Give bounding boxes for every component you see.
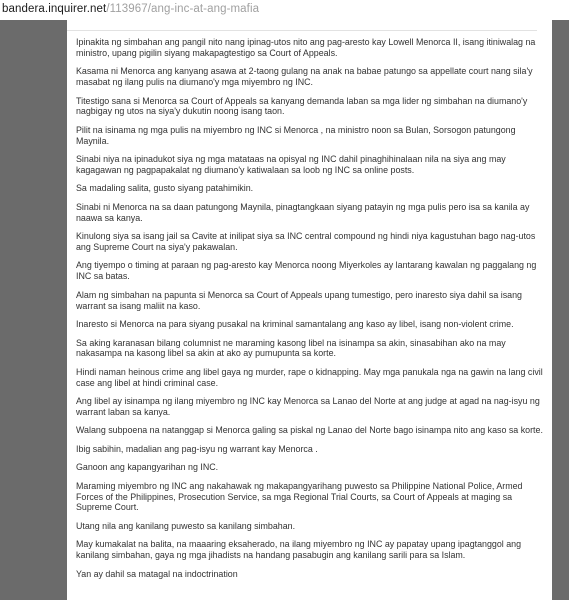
page-background-right <box>552 20 569 600</box>
url-domain: bandera.inquirer.net <box>2 3 107 15</box>
article-paragraph: Titestigo sana si Menorca sa Court of Appeals sa kanyang demanda laban sa mga lider ng simbahan na diumano'y nagbigay ng utos na siya'y dukutin noong isang taon. <box>76 95 528 117</box>
article-paragraph: Maraming miyembro ng INC ang nakahawak ng makapangyarihang puwesto sa Philippine National Police, Armed Forces of the Philippines, Prosecution Service, sa mga Regional Trial Courts, sa Court of Appeals at maging sa Supreme Court. <box>76 480 523 513</box>
article-top-divider <box>67 20 537 31</box>
article-paragraph: Sa madaling salita, gusto siyang patahimikin. <box>76 183 254 194</box>
article-paragraph: Ipinakita ng simbahan ang pangil nito nang ipinag-utos nito ang pag-aresto kay Lowell Menorca II, isang itiniwalag na ministro, upang pigilin siyang makapagtestigo sa Court of Appeals. <box>76 37 536 58</box>
article-paragraph: Hindi naman heinous crime ang libel gaya ng murder, rape o kidnapping. May mga panukala nga na gawin na lang civil case ang libel at hindi criminal case. <box>76 366 543 388</box>
article-paragraph: Utang nila ang kanilang puwesto sa kanilang simbahan. <box>76 520 296 531</box>
url-text[interactable] <box>2 3 259 15</box>
article-body <box>76 37 544 587</box>
address-bar[interactable] <box>0 0 569 20</box>
article-paragraph: Alam ng simbahan na papunta si Menorca sa Court of Appeals upang tumestigo, pero inaresto siya dahil sa isang warrant sa isang maliit na kaso. <box>76 289 522 311</box>
article-paragraph: Kasama ni Menorca ang kanyang asawa at 2-taong gulang na anak na babae patungo sa appellate court nang sila'y masabat ng ilang pulis na diumano'y mga miyembro ng INC. <box>76 66 533 88</box>
article-paragraph: Pilit na isinama ng mga pulis na miyembro ng INC si Menorca , na ministro noon sa Bulan, Sorsogon patungong Maynila. <box>76 124 516 146</box>
article-paragraph: Ang libel ay isinampa ng ilang miyembro ng INC kay Menorca sa Lanao del Norte at ang judge at agad na nag-isyu ng warrant laban sa kanya. <box>76 396 540 417</box>
article-paragraph: Walang subpoena na natanggap si Menorca galing sa piskal ng Lanao del Norte bago isinampa nito ang kaso sa korte. <box>76 425 543 436</box>
page-background-left <box>0 20 67 600</box>
article-paragraph: Ganoon ang kapangyarihan ng INC. <box>76 462 219 473</box>
article-paragraph: Ang tiyempo o timing at paraan ng pag-aresto kay Menorca noong Miyerkoles ay lantarang kawalan ng paggalang ng INC sa batas. <box>76 260 537 282</box>
article-paragraph: Yan ay dahil sa matagal na indoctrination <box>76 568 238 579</box>
article-paragraph: Sinabi ni Menorca na sa daan patungong Maynila, pinagtangkaan siyang patayin ng mga pulis pero isa sa kanila ay naawa sa kanya. <box>76 201 530 223</box>
url-path: /113967/ang-inc-at-ang-mafia <box>106 3 260 15</box>
article-paragraph: May kumakalat na balita, na maaaring eksaherado, na ilang miyembro ng INC ay papatay upang ipagtanggol ang kanilang simbahan, gaya ng mga jihadists na handang pasabugin ang kanilang sarili para sa Islam. <box>76 539 522 561</box>
article-paragraph: Kinulong siya sa isang jail sa Cavite at inilipat siya sa INC central compound ng hindi niya kagustuhan bago nag-utos ang Supreme Court na siya'y pakawalan. <box>76 231 536 252</box>
article-paragraph: Inaresto si Menorca na para siyang pusakal na kriminal samantalang ang kaso ay libel, isang non-violent crime. <box>76 319 514 330</box>
article-paragraph: Ibig sabihin, madalian ang pag-isyu ng warrant kay Menorca . <box>76 443 318 454</box>
article-paragraph: Sa aking karanasan bilang columnist ne maraming kasong libel na isinampa sa akin, sinasabihan ako na may nakasampa na kasong libel sa akin at ako ay pumupunta sa korte. <box>76 337 506 359</box>
article-paragraph: Sinabi niya na ipinadukot siya ng mga matataas na opisyal ng INC dahil pinaghihinalaan nila na siya ang may kagagawan ng pagpapakalat ng diumano'y katiwalaan sa loob ng INC sa online posts. <box>76 154 506 175</box>
article-panel <box>67 20 552 600</box>
